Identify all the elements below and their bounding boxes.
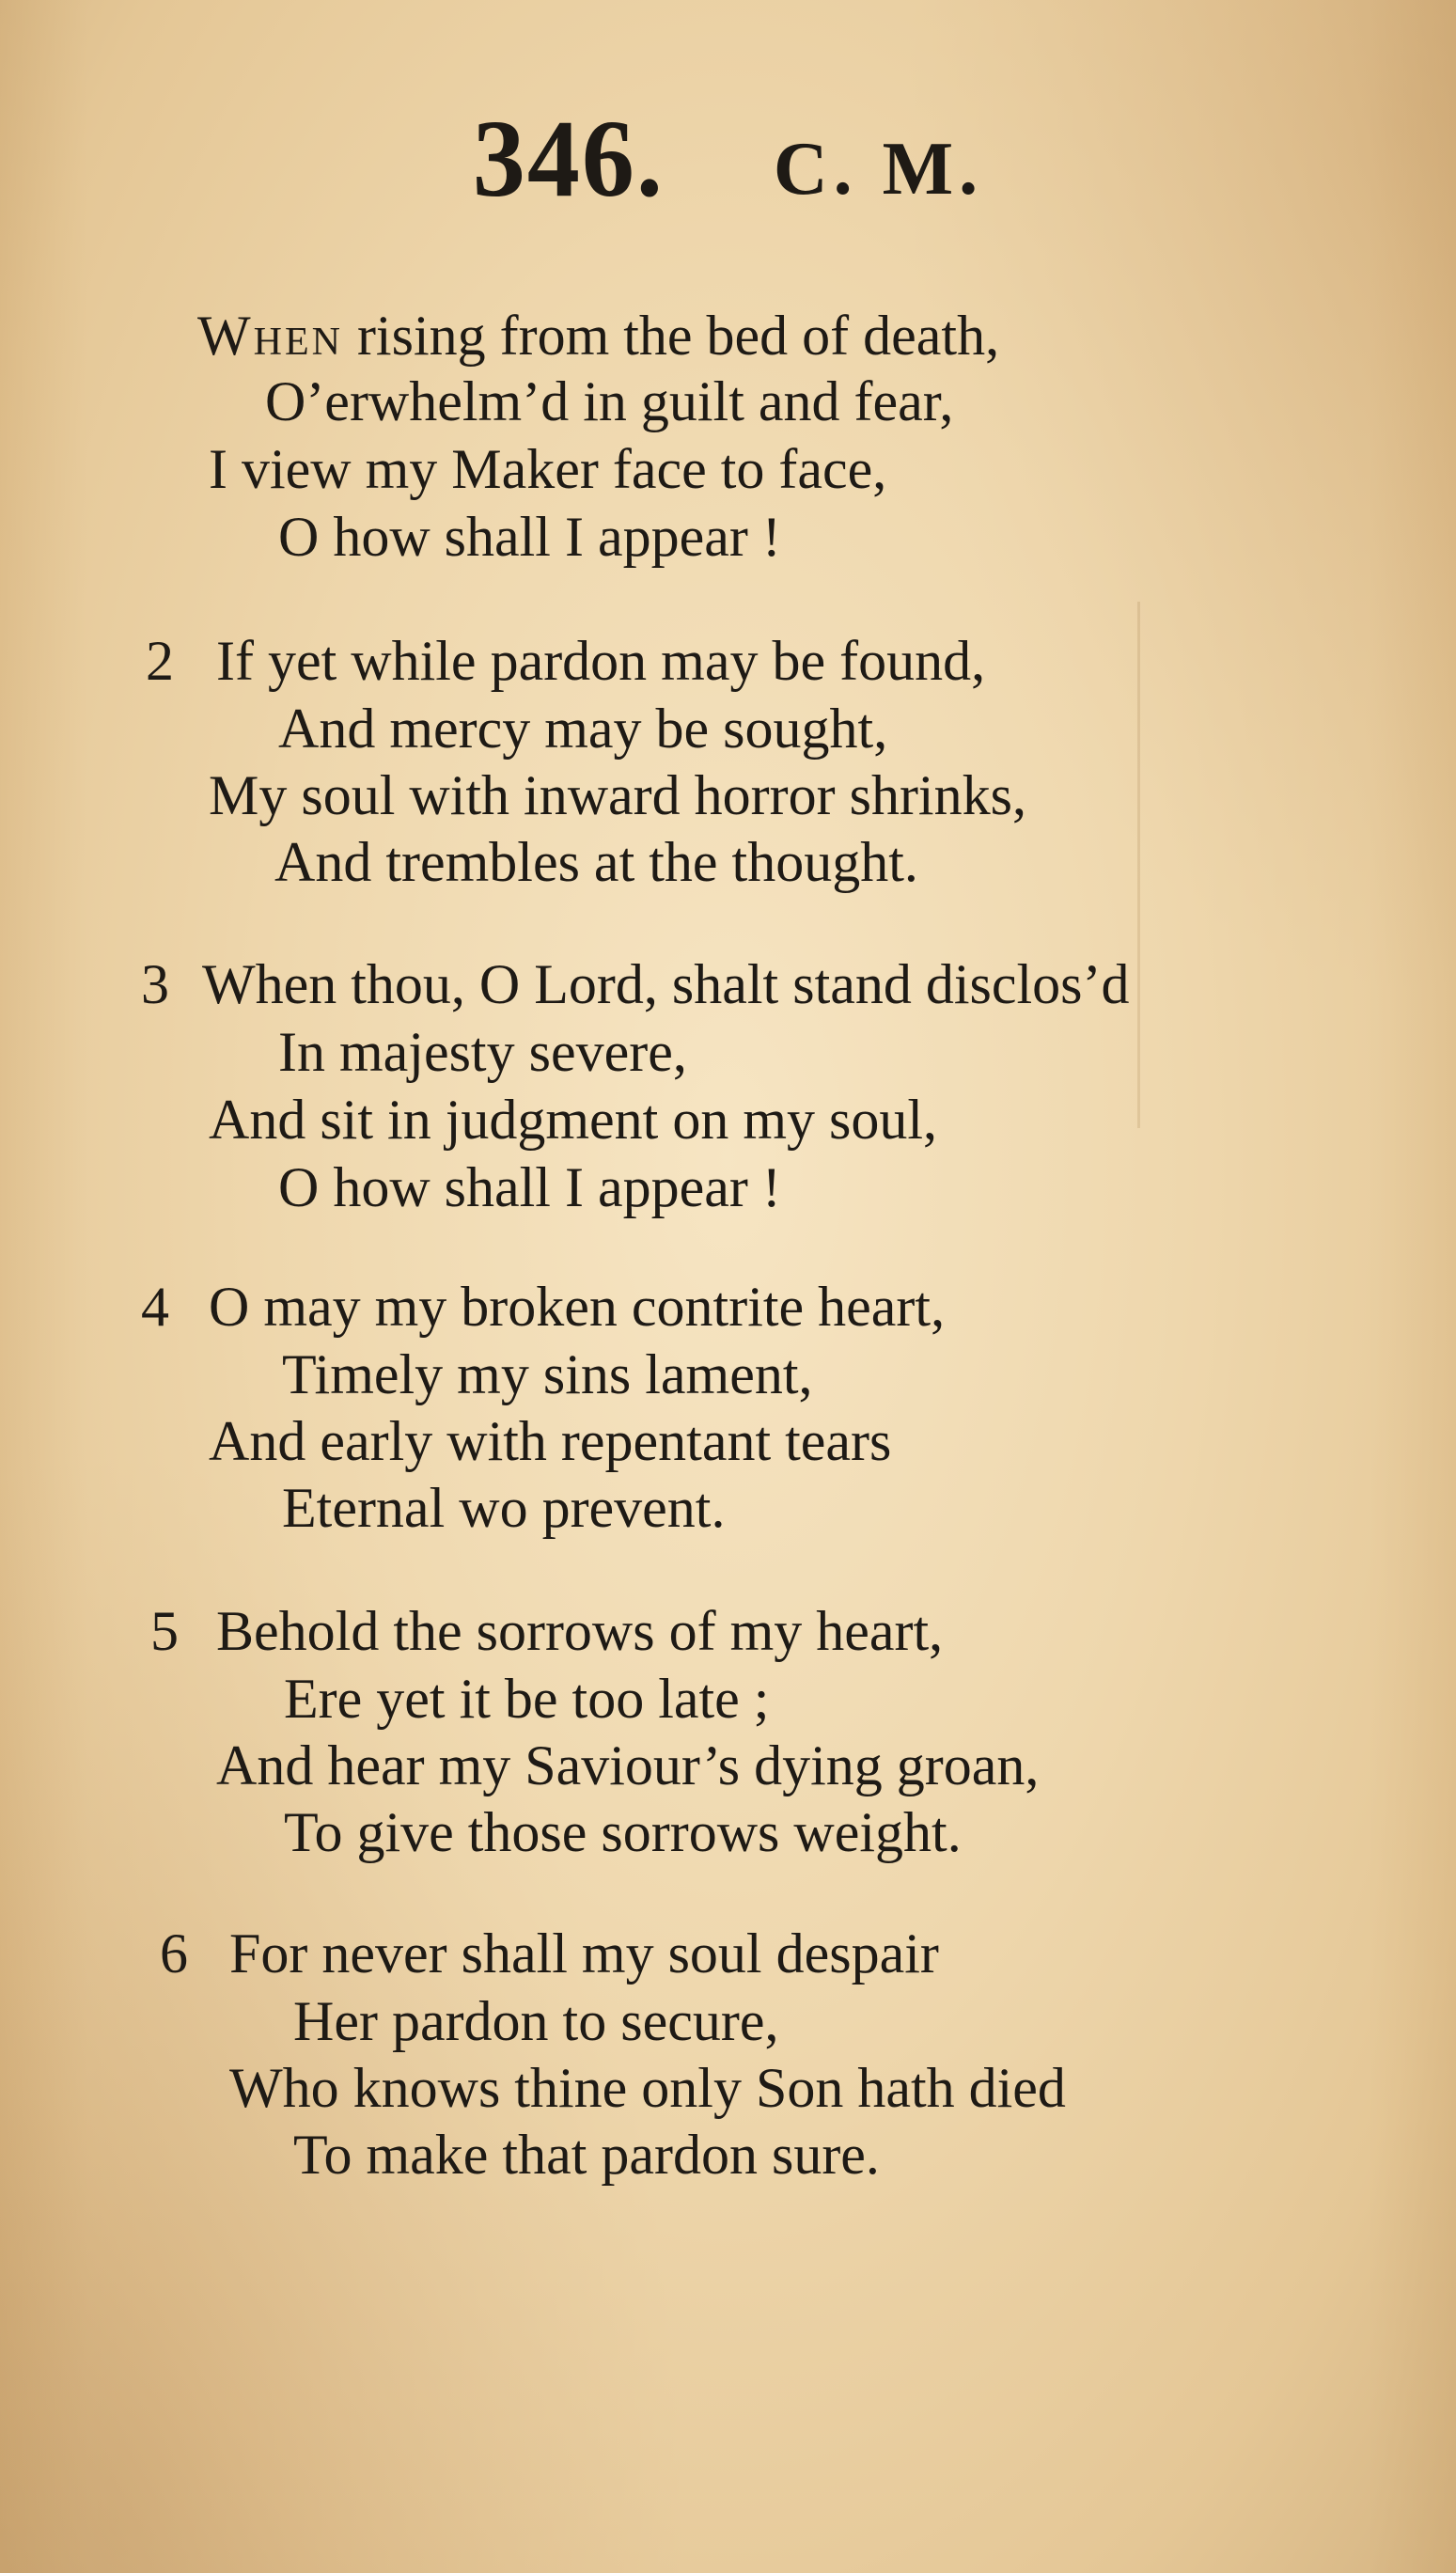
verse-first-word: When [197,305,343,367]
verse-number: 5 [150,1600,179,1662]
hymn-meter: C. M. [773,128,984,211]
verse-number: 4 [141,1276,169,1338]
verse-line-text: rising from the bed of death, [356,305,1000,367]
verse-line: Behold the sorrows of my heart, [216,1600,944,1662]
verse-line: Ere yet it be too late ; [284,1668,770,1730]
verse-line: To give those sorrows weight. [284,1801,962,1863]
verse-number: 2 [146,630,174,692]
verse-line: And hear my Saviour’s dying groan, [216,1734,1040,1796]
verse-line: O how shall I appear ! [278,506,781,568]
hymn-number: 346. [472,97,665,221]
verse-line: And early with repentant tears [209,1410,892,1472]
verse-line: Eternal wo prevent. [282,1477,726,1539]
verse-line: O may my broken contrite heart, [209,1276,946,1338]
verse-line: My soul with inward horror shrinks, [209,764,1026,826]
verse-line: And mercy may be sought, [278,698,888,760]
verse-line: And sit in judgment on my soul, [209,1089,938,1151]
verse-line: For never shall my soul despair [229,1922,939,1985]
verse-line [197,303,999,369]
verse-line: Timely my sins lament, [282,1343,813,1405]
verse-line: I view my Maker face to face, [209,438,887,500]
verse-line: And trembles at the thought. [274,831,918,893]
verse-number: 3 [141,953,169,1015]
verse-line: To make that pardon sure. [293,2124,880,2186]
verse-line: O’erwhelm’d in guilt and fear, [265,370,954,432]
verse-line: When thou, O Lord, shalt stand disclos’d [202,953,1130,1015]
page-edge-shade [1137,602,1140,1128]
hymn-header [0,99,1456,220]
verse-line: Her pardon to secure, [293,1990,779,2052]
verse-line: O how shall I appear ! [278,1156,781,1218]
verse-line: In majesty severe, [278,1021,687,1083]
verse-number: 6 [160,1922,188,1985]
verse-line: If yet while pardon may be found, [216,630,986,692]
verse-line: Who knows thine only Son hath died [229,2057,1066,2119]
